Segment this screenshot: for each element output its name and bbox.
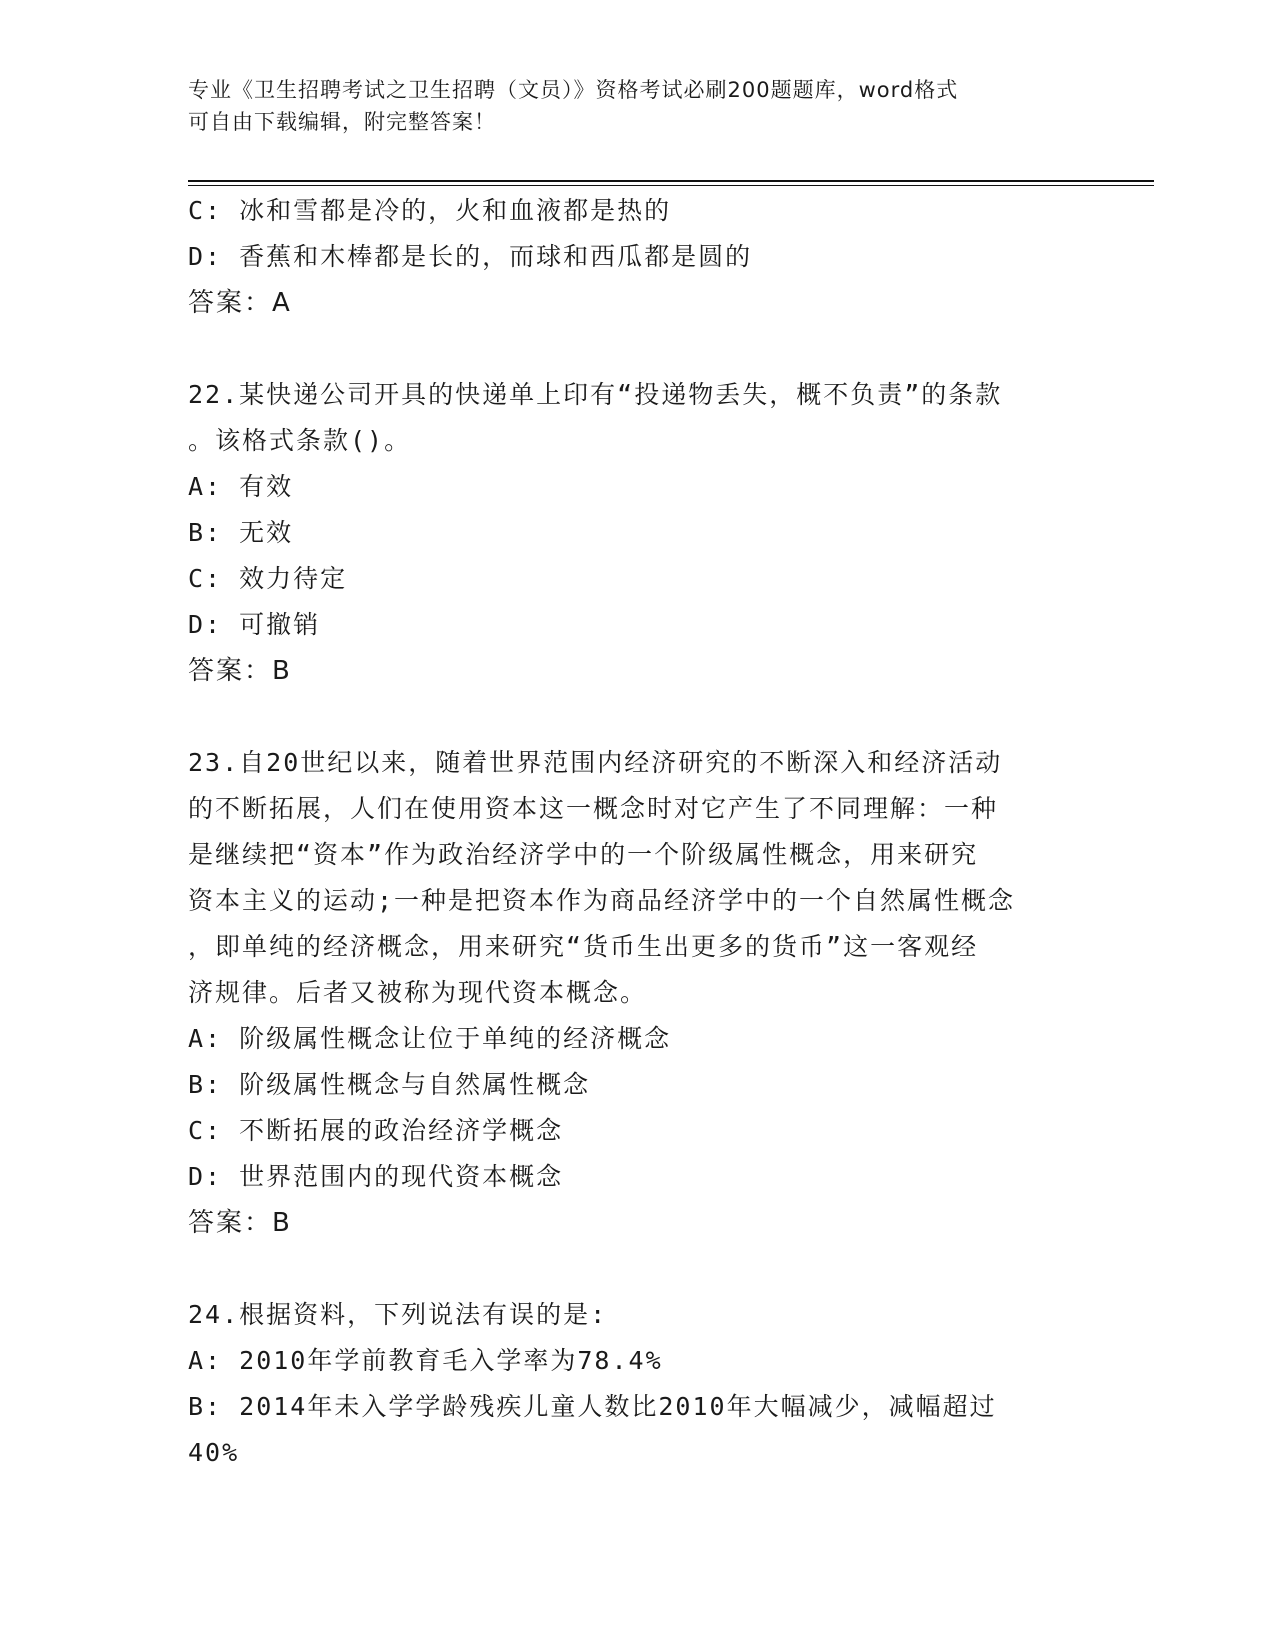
option-d: D: 可撤销 xyxy=(188,610,321,639)
option-a: A: 2010年学前教育毛入学率为78.4% xyxy=(188,1346,663,1375)
option-c: C: 效力待定 xyxy=(188,564,348,593)
spacer xyxy=(188,1246,1088,1292)
option-d: D: 香蕉和木棒都是长的，而球和西瓜都是圆的 xyxy=(188,242,753,271)
option-a: A: 阶级属性概念让位于单纯的经济概念 xyxy=(188,1024,672,1053)
question-list xyxy=(188,188,1088,1476)
header-divider-thick xyxy=(188,180,1154,182)
option-a: A: 有效 xyxy=(188,472,294,501)
question-23 xyxy=(188,740,1088,1246)
question-stem: 的不断拓展，人们在使用资本这一概念时对它产生了不同理解：一种 xyxy=(188,794,999,823)
option-b: B: 2014年未入学学龄残疾儿童人数比2010年大幅减少，减幅超过 xyxy=(188,1392,997,1421)
answer-line: 答案：B xyxy=(188,656,292,686)
question-stem: ，即单纯的经济概念，用来研究“货币生出更多的货币”这一客观经 xyxy=(188,932,979,961)
document-header xyxy=(188,74,1088,138)
question-stem: 是继续把“资本”作为政治经济学中的一个阶级属性概念，用来研究 xyxy=(188,840,979,869)
header-divider-thin xyxy=(188,185,1154,186)
spacer xyxy=(188,326,1088,372)
option-d: D: 世界范围内的现代资本概念 xyxy=(188,1162,564,1191)
option-c: C: 冰和雪都是冷的，火和血液都是热的 xyxy=(188,196,672,225)
question-stem: 24.根据资料，下列说法有误的是: xyxy=(188,1300,608,1329)
question-stem: 资本主义的运动;一种是把资本作为商品经济学中的一个自然属性概念 xyxy=(188,886,1016,915)
question-stem: 23.自20世纪以来，随着世界范围内经济研究的不断深入和经济活动 xyxy=(188,748,1003,777)
question-24 xyxy=(188,1292,1088,1476)
question-22 xyxy=(188,372,1088,694)
question-21-tail xyxy=(188,188,1088,326)
question-stem: 。该格式条款()。 xyxy=(188,426,412,455)
header-title-line2: 可自由下载编辑，附完整答案！ xyxy=(188,110,496,134)
option-b-continued: 40% xyxy=(188,1438,240,1467)
option-b: B: 阶级属性概念与自然属性概念 xyxy=(188,1070,591,1099)
question-stem: 22.某快递公司开具的快递单上印有“投递物丢失，概不负责”的条款 xyxy=(188,380,1003,409)
answer-line: 答案：B xyxy=(188,1208,292,1238)
answer-line: 答案：A xyxy=(188,288,292,318)
header-title-line1: 专业《卫生招聘考试之卫生招聘（文员）》资格考试必刷200题题库，word格式 xyxy=(188,78,959,102)
spacer xyxy=(188,694,1088,740)
option-c: C: 不断拓展的政治经济学概念 xyxy=(188,1116,564,1145)
question-stem: 济规律。后者又被称为现代资本概念。 xyxy=(188,978,648,1007)
option-b: B: 无效 xyxy=(188,518,294,547)
